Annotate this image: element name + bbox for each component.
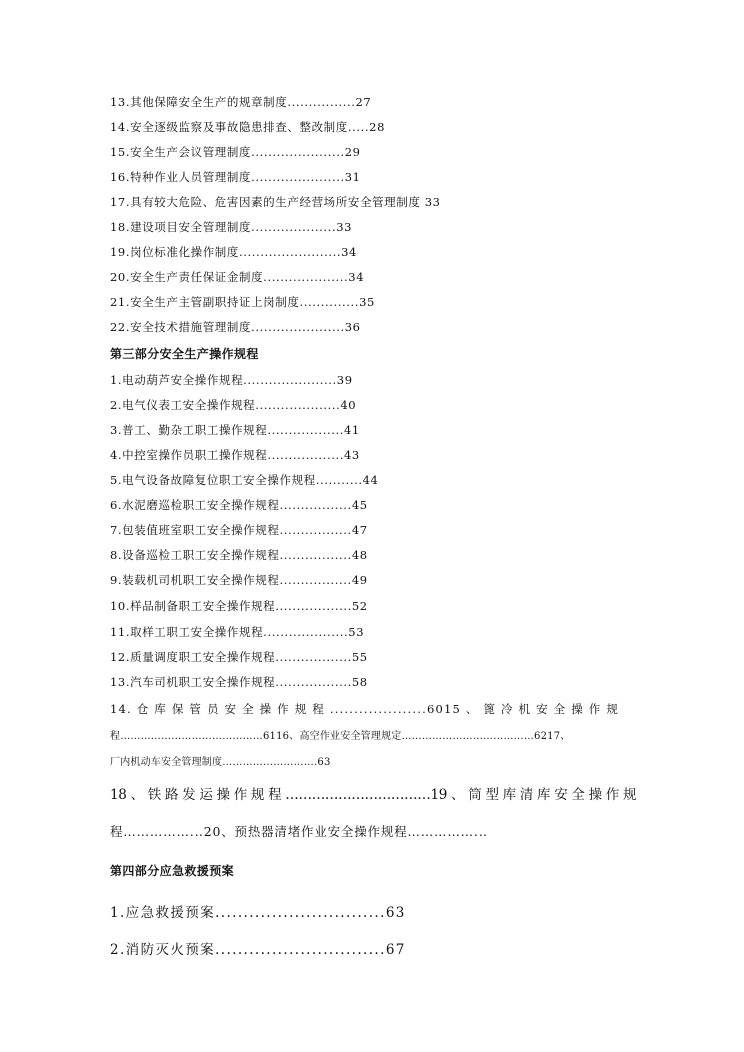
toc-entry: 13.汽车司机职工安全操作规程..................58 bbox=[110, 675, 368, 689]
toc-entry: 18.建设项目安全管理制度....................33 bbox=[110, 220, 353, 234]
toc-entry: 15.安全生产会议管理制度......................29 bbox=[110, 145, 361, 159]
toc-entry: 1.电动葫芦安全操作规程......................39 bbox=[110, 373, 353, 387]
toc-entry: 2.电气仪表工安全操作规程....................40 bbox=[110, 398, 357, 412]
toc-entry: 21.安全生产主管副职持证上岗制度..............35 bbox=[110, 295, 375, 309]
toc-entry-large: 程…………….‥20、预热器清堵作业安全操作规程…………….‥ bbox=[110, 824, 488, 839]
toc-entry: 16.特种作业人员管理制度......................31 bbox=[110, 170, 361, 184]
toc-entry-wrapped: 14. 仓 库 保 管 员 安 全 操 作 规 程 ....................6015 、 篦 冷 机 安 全 操 作 规 bbox=[110, 702, 620, 716]
toc-entry: 4.中控室操作员职工操作规程..................43 bbox=[110, 448, 360, 462]
toc-entry-large: 18 、 铁 路 发 运 操 作 规 程 ……………………………19 、 筒 型 库 清 库 安 全 操 作 规 bbox=[110, 787, 637, 803]
toc-entry: 7.包装值班室职工安全操作规程.................47 bbox=[110, 523, 368, 537]
toc-entry: 14.安全逐级监察及事故隐患排查、整改制度.....28 bbox=[110, 120, 385, 134]
toc-entry: 3.普工、勤杂工职工操作规程..................41 bbox=[110, 423, 360, 437]
toc-entry: 5.电气设备故障复位职工安全操作规程...........44 bbox=[110, 473, 379, 487]
toc-entry-wrapped: 厂内机动车安全管理制度……………………….63 bbox=[110, 757, 331, 768]
toc-entry: 11.取样工职工安全操作规程....................53 bbox=[110, 625, 365, 639]
toc-entry: 19.岗位标准化操作制度........................34 bbox=[110, 245, 357, 259]
toc-entry: 13.其他保障安全生产的规章制度................27 bbox=[110, 95, 372, 109]
toc-entry: 10.样品制备职工安全操作规程..................52 bbox=[110, 599, 368, 613]
section-heading: 第四部分应急救援预案 bbox=[110, 864, 235, 878]
toc-entry: 1.应急救援预案..............................63 bbox=[110, 905, 406, 921]
toc-entry: 9.装载机司机职工安全操作规程.................49 bbox=[110, 573, 368, 587]
toc-entry: 6.水泥磨巡检职工安全操作规程.................45 bbox=[110, 498, 368, 512]
section-heading: 第三部分安全生产操作规程 bbox=[110, 347, 259, 361]
toc-entry: 20.安全生产责任保证金制度....................34 bbox=[110, 270, 365, 284]
toc-entry: 17.具有较大危险、危害因素的生产经营场所安全管理制度 33 bbox=[110, 195, 441, 209]
toc-entry: 22.安全技术措施管理制度......................36 bbox=[110, 320, 361, 334]
toc-entry-wrapped: 程……………………………………6116、高空作业安全管理规定…………………………………6217、 bbox=[110, 731, 571, 742]
toc-entry: 2.消防灭火预案..............................67 bbox=[110, 942, 406, 958]
toc-entry: 8.设备巡检工职工安全操作规程.................48 bbox=[110, 548, 368, 562]
toc-entry: 12.质量调度职工安全操作规程..................55 bbox=[110, 650, 368, 664]
